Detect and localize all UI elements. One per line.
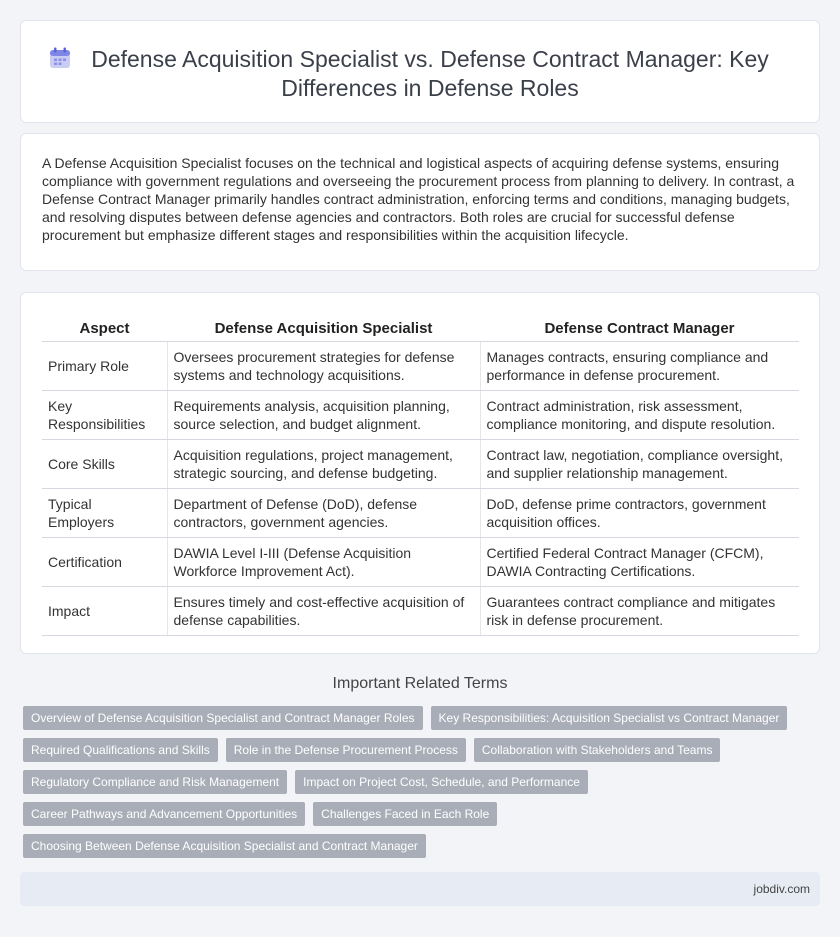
table-cell-aspect: Impact bbox=[42, 586, 167, 635]
related-term-tag[interactable]: Role in the Defense Procurement Process bbox=[226, 738, 466, 762]
table-cell: DAWIA Level I-III (Defense Acquisition Workforce Improvement Act). bbox=[167, 537, 480, 586]
comparison-table-card bbox=[20, 292, 820, 654]
table-row bbox=[42, 488, 799, 537]
table-cell: Guarantees contract compliance and mitigates risk in defense procurement. bbox=[480, 586, 799, 635]
related-term-tag[interactable]: Key Responsibilities: Acquisition Specialist vs Contract Manager bbox=[431, 706, 788, 730]
table-row bbox=[42, 537, 799, 586]
footer bbox=[20, 872, 820, 906]
related-term-tag[interactable]: Challenges Faced in Each Role bbox=[313, 802, 497, 826]
related-term-tag[interactable]: Regulatory Compliance and Risk Management bbox=[23, 770, 287, 794]
table-cell: DoD, defense prime contractors, government acquisition offices. bbox=[480, 488, 799, 537]
related-term-tag[interactable]: Choosing Between Defense Acquisition Specialist and Contract Manager bbox=[23, 834, 426, 858]
table-cell: Department of Defense (DoD), defense contractors, government agencies. bbox=[167, 488, 480, 537]
comparison-table bbox=[42, 313, 799, 636]
footer-site-link[interactable]: jobdiv.com bbox=[753, 882, 810, 896]
related-term-tag[interactable]: Impact on Project Cost, Schedule, and Performance bbox=[295, 770, 588, 794]
column-header-contract-manager: Defense Contract Manager bbox=[480, 313, 799, 341]
table-cell: Ensures timely and cost-effective acquisition of defense capabilities. bbox=[167, 586, 480, 635]
table-row bbox=[42, 439, 799, 488]
table-cell: Certified Federal Contract Manager (CFCM), DAWIA Contracting Certifications. bbox=[480, 537, 799, 586]
table-row bbox=[42, 390, 799, 439]
table-cell-aspect: Core Skills bbox=[42, 439, 167, 488]
table-cell-aspect: Typical Employers bbox=[42, 488, 167, 537]
table-row bbox=[42, 586, 799, 635]
column-header-acquisition-specialist: Defense Acquisition Specialist bbox=[167, 313, 480, 341]
table-cell: Manages contracts, ensuring compliance and performance in defense procurement. bbox=[480, 341, 799, 390]
column-header-aspect: Aspect bbox=[42, 313, 167, 341]
related-term-tag[interactable]: Required Qualifications and Skills bbox=[23, 738, 218, 762]
table-cell-aspect: Key Responsibilities bbox=[42, 390, 167, 439]
table-cell: Oversees procurement strategies for defense systems and technology acquisitions. bbox=[167, 341, 480, 390]
intro-paragraph: A Defense Acquisition Specialist focuses on the technical and logistical aspects of acquiring defense systems, ensuring compliance with government regulations and overseeing the procurement process from planning to delivery. In contrast, a Defense Contract Manager primarily handles contract administration, enforcing terms and conditions, managing budgets, and resolving disputes between defense agencies and contractors. Both roles are crucial for successful defense procurement but emphasize different stages and responsibilities within the acquisition lifecycle. bbox=[42, 155, 795, 243]
related-terms-list bbox=[23, 706, 803, 866]
table-cell: Contract law, negotiation, compliance oversight, and supplier relationship management. bbox=[480, 439, 799, 488]
table-cell-aspect: Certification bbox=[42, 537, 167, 586]
table-cell: Requirements analysis, acquisition planning, source selection, and budget alignment. bbox=[167, 390, 480, 439]
table-cell: Contract administration, risk assessment, compliance monitoring, and dispute resolution. bbox=[480, 390, 799, 439]
related-terms-title: Important Related Terms bbox=[332, 675, 508, 692]
intro-card bbox=[20, 133, 820, 271]
related-term-tag[interactable]: Career Pathways and Advancement Opportunities bbox=[23, 802, 305, 826]
related-term-tag[interactable]: Collaboration with Stakeholders and Teams bbox=[474, 738, 721, 762]
table-header-row bbox=[42, 313, 799, 341]
table-cell-aspect: Primary Role bbox=[42, 341, 167, 390]
table-row bbox=[42, 341, 799, 390]
header-card bbox=[20, 20, 820, 123]
related-term-tag[interactable]: Overview of Defense Acquisition Specialist and Contract Manager Roles bbox=[23, 706, 423, 730]
table-cell: Acquisition regulations, project management, strategic sourcing, and defense budgeting. bbox=[167, 439, 480, 488]
page-title: Defense Acquisition Specialist vs. Defense Contract Manager: Key Differences in Defense Roles bbox=[91, 46, 769, 101]
